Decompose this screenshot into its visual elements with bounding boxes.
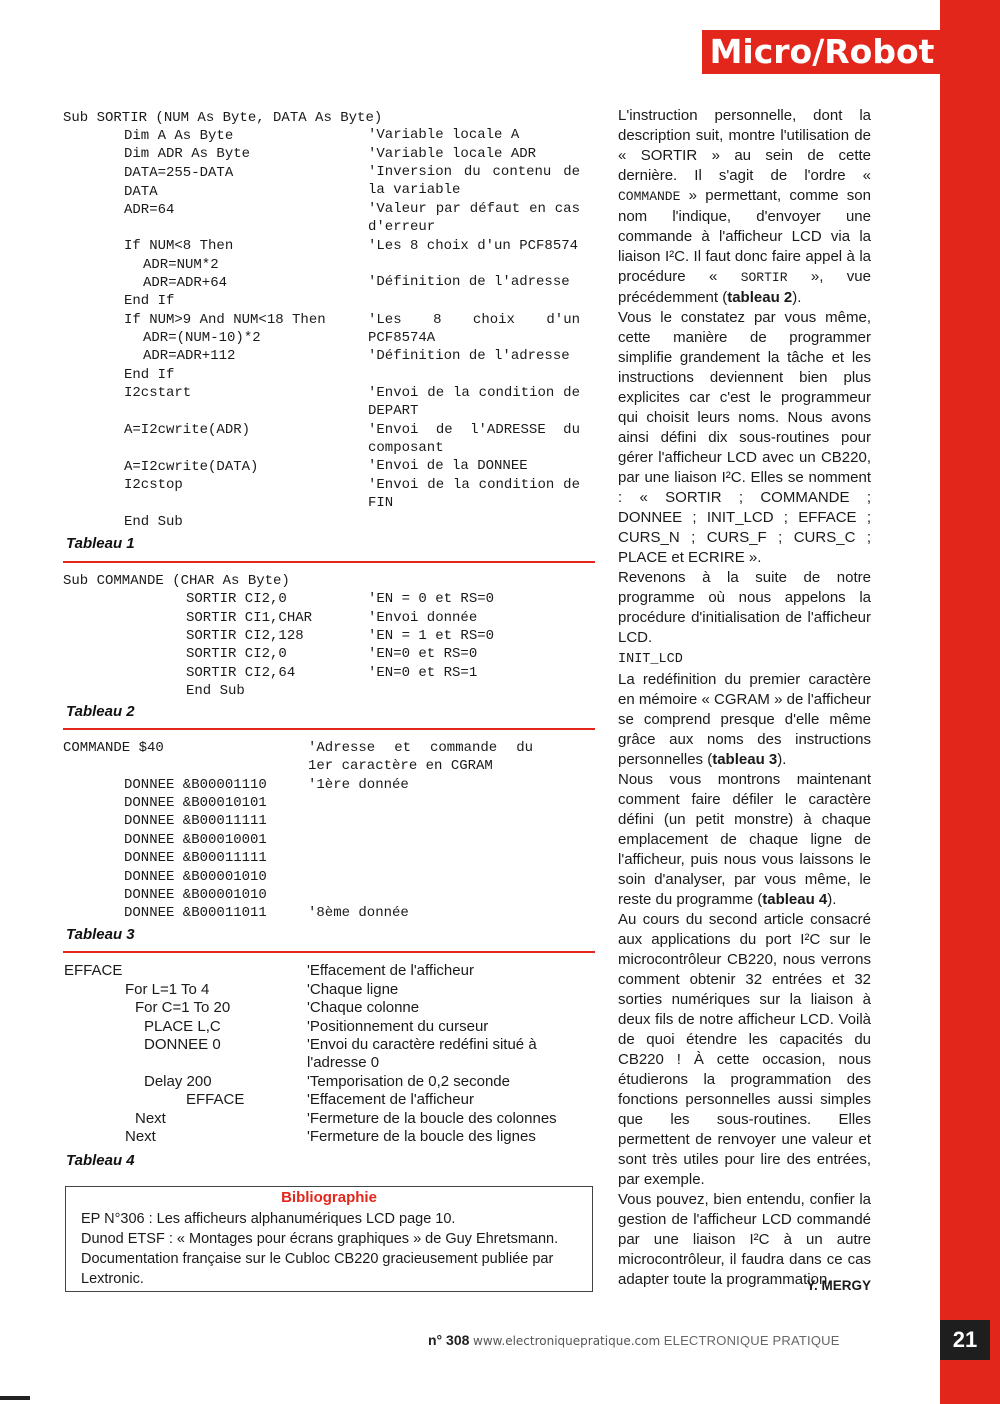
code-line: For L=1 To 4 [125, 981, 210, 998]
code-comment: 'Définition de l'adresse [368, 348, 570, 364]
table-caption: Tableau 3 [66, 926, 135, 943]
code-line: A=I2cwrite(ADR) [124, 422, 251, 438]
publication-name: ELECTRONIQUE PRATIQUE [663, 1333, 840, 1348]
code-comment: 'Effacement de l'afficheur [307, 1091, 474, 1108]
code-line: Dim A As Byte [124, 128, 234, 144]
code-line: SORTIR CI2,0 [186, 646, 287, 662]
section-divider [63, 728, 595, 730]
code-line: SORTIR CI1,CHAR [186, 610, 313, 626]
section-divider [63, 561, 595, 563]
page-footer [428, 1332, 840, 1348]
table-caption: Tableau 2 [66, 703, 135, 720]
table-reference: tableau 2 [727, 289, 793, 306]
bibliography-entry: EP N°306 : Les afficheurs alphanumériques LCD page 10. [81, 1211, 456, 1227]
code-comment: 'Positionnement du curseur [307, 1018, 489, 1035]
paragraph: L'instruction personnelle, dont la description suit, montre l'utilisation de « SORTIR » au sein de cette dernière. Il s'agit de l'ordre « COMMANDE » permettant, comme son nom l'indique, d'envoyer une commande à l'afficheur LCD via la liaison I²C. Il faut donc faire appel à la procédure « SORTIR », vue précédemment (tableau 2). [618, 107, 871, 306]
code-line: DONNEE 0 [144, 1036, 221, 1053]
code-line: EFFACE [186, 1091, 245, 1108]
code-line: ADR=(NUM-10)*2 [143, 330, 261, 346]
code-comment: 'Adresse et commande du 1er caractère en CGRAM [308, 740, 533, 775]
code-line: SORTIR CI2,0 [186, 591, 287, 607]
code-line: DONNEE &B00011111 [124, 813, 267, 829]
corner-mark [0, 1396, 30, 1400]
code-line: SORTIR CI2,64 [186, 665, 296, 681]
paragraph: Nous vous montrons maintenant comment faire défiler le caractère défini (un petit monstre) à chaque emplacement de chaque ligne de l'afficheur, puis nous vous laissons le soin d'analyser, par vous même, le reste du programme (tableau 4). [618, 771, 871, 908]
author: Y. MERGY [806, 1278, 871, 1293]
code-line: DATA [124, 184, 158, 200]
code-line: I2cstart [124, 385, 192, 401]
code-comment: 'EN=0 et RS=0 [368, 646, 478, 662]
code-comment: 'EN=0 et RS=1 [368, 665, 478, 681]
code-line: I2cstop [124, 477, 183, 493]
code-line: ADR=64 [124, 202, 175, 218]
code-line: DONNEE &B00001010 [124, 869, 267, 885]
table-reference: tableau 3 [712, 751, 778, 768]
paragraph: Vous pouvez, bien entendu, confier la gestion de l'afficheur LCD commandé par une liaison I²C à un autre microcontrôleur, il faudra dans ce cas adapter toute la programmation. [618, 1191, 871, 1288]
table-reference: tableau 4 [762, 891, 828, 908]
bibliography-box [65, 1186, 593, 1292]
code-line: Next [125, 1128, 156, 1145]
code-line: End If [124, 367, 175, 383]
code-line: DONNEE &B00001010 [124, 887, 267, 903]
code-line: EFFACE [64, 962, 123, 979]
code-comment: 'Les 8 choix d'un PCF8574 [368, 238, 579, 254]
code-comment: 'Valeur par défaut en cas d'erreur [368, 201, 580, 236]
code-line: End Sub [124, 514, 183, 530]
code-comment: 'Chaque ligne [307, 981, 399, 998]
code-comment: '8ème donnée [308, 905, 409, 921]
code-comment: 'Envoi du caractère redéfini situé à l'adresse 0 [307, 1036, 537, 1072]
table-caption: Tableau 1 [66, 535, 135, 552]
code-comment: 'EN = 0 et RS=0 [368, 591, 495, 607]
code-line: DONNEE &B00011011 [124, 905, 267, 921]
code-line: SORTIR CI2,128 [186, 628, 304, 644]
table-caption: Tableau 4 [66, 1152, 135, 1169]
page-number: 21 [952, 1327, 978, 1352]
code-line: COMMANDE $40 [63, 740, 164, 756]
code-comment: 'Définition de l'adresse [368, 274, 570, 290]
code-comment: 'Variable locale A [368, 127, 520, 143]
code-line: End Sub [186, 683, 245, 699]
code-comment: 'Inversion du contenu de la variable [368, 164, 580, 199]
code-comment: '1ère donnée [308, 777, 409, 793]
bibliography-title: Bibliographie [281, 1189, 377, 1206]
code-comment: 'Fermeture de la boucle des colonnes [307, 1110, 557, 1127]
section-title: Micro/Robot [709, 32, 935, 71]
code-line: A=I2cwrite(DATA) [124, 459, 259, 475]
code-line: DONNEE &B00010001 [124, 832, 267, 848]
side-color-bar [940, 0, 1000, 1404]
code-comment: 'Les 8 choix d'un PCF8574A [368, 312, 580, 347]
paragraph: La redéfinition du premier caractère en mémoire « CGRAM » de l'afficheur se comprend presque d'elle même grâce aux noms des instructions personnelles (tableau 3). [618, 671, 871, 768]
code-line: DONNEE &B00011111 [124, 850, 267, 866]
code-comment: 'Effacement de l'afficheur [307, 962, 474, 979]
code-line: If NUM<8 Then [124, 238, 234, 254]
code-comment: 'Envoi donnée [368, 610, 478, 626]
paragraph: Vous le constatez par vous même, cette manière de programmer simplifie grandement la tâche et les instructions deviennent bien plus explicites car c'est le programmeur qui choisit leurs noms. Nous avons ainsi défini dix sous-routines pour gérer l'afficheur LCD avec un CB220, par une liaison I²C. Elles se nomment : « SORTIR ; COMMANDE ; DONNEE ; INIT_LCD ; EFFACE ; CURS_N ; CURS_F ; CURS_C ; PLACE et ECRIRE ». [618, 309, 871, 566]
bibliography-entry: Dunod ETSF : « Montages pour écrans graphiques » de Guy Ehretsmann. [81, 1231, 559, 1247]
code-comment: 'Envoi de la condition de DEPART [368, 385, 580, 420]
code-comment: 'Chaque colonne [307, 999, 420, 1016]
code-line: End If [124, 293, 175, 309]
code-line: Sub COMMANDE (CHAR As Byte) [63, 573, 290, 589]
bibliography-entry: Documentation française sur le Cubloc CB220 gracieusement publiée par Lextronic. [81, 1251, 554, 1287]
section-divider [63, 951, 595, 953]
issue-number: n° 308 [428, 1332, 470, 1348]
code-line: Next [135, 1110, 166, 1127]
code-line: Dim ADR As Byte [124, 146, 251, 162]
subheading: INIT_LCD [618, 652, 683, 667]
code-line: If NUM>9 And NUM<18 Then [124, 312, 326, 328]
code-comment: 'EN = 1 et RS=0 [368, 628, 495, 644]
inline-code: SORTIR [740, 270, 788, 285]
code-line: DONNEE &B00001110 [124, 777, 267, 793]
code-comment: 'Envoi de la condition de FIN [368, 477, 580, 512]
website-link[interactable]: www.electroniquepratique.com [473, 1334, 661, 1348]
code-comment: 'Envoi de la DONNEE [368, 458, 528, 474]
code-comment: 'Envoi de l'ADRESSE du composant [368, 422, 580, 457]
code-comment: 'Fermeture de la boucle des lignes [307, 1128, 536, 1145]
code-line: ADR=ADR+64 [143, 275, 228, 291]
code-line: ADR=ADR+112 [143, 348, 236, 364]
paragraph: Revenons à la suite de notre programme où nous appelons la procédure d'initialisation de l'afficheur LCD. [618, 569, 871, 646]
code-comment: 'Variable locale ADR [368, 146, 537, 162]
code-line: PLACE L,C [144, 1018, 221, 1035]
inline-code: COMMANDE [618, 189, 681, 204]
code-line: DONNEE &B00010101 [124, 795, 267, 811]
code-comment: 'Temporisation de 0,2 seconde [307, 1073, 510, 1090]
code-line: ADR=NUM*2 [143, 257, 219, 273]
code-line: Delay 200 [144, 1073, 212, 1090]
code-line: Sub SORTIR (NUM As Byte, DATA As Byte) [63, 110, 383, 126]
code-line: For C=1 To 20 [135, 999, 231, 1016]
article-body [618, 106, 871, 1290]
code-line: DATA=255-DATA [124, 165, 234, 181]
paragraph: Au cours du second article consacré aux applications du port I²C sur le microcontrôleur CB220, nous verrons comment obtenir 32 entrées et 32 sorties numériques sur la liaison à deux fils de notre afficheur LCD. Voilà de quoi étendre les capacités du CB220 ! À cette occasion, nous étudierons la programmation des fonctions personnelles aussi simples que les sous-routines. Elles permettent de renvoyer une valeur et sont très utiles pour lire des entrées, par exemple. [618, 911, 871, 1188]
